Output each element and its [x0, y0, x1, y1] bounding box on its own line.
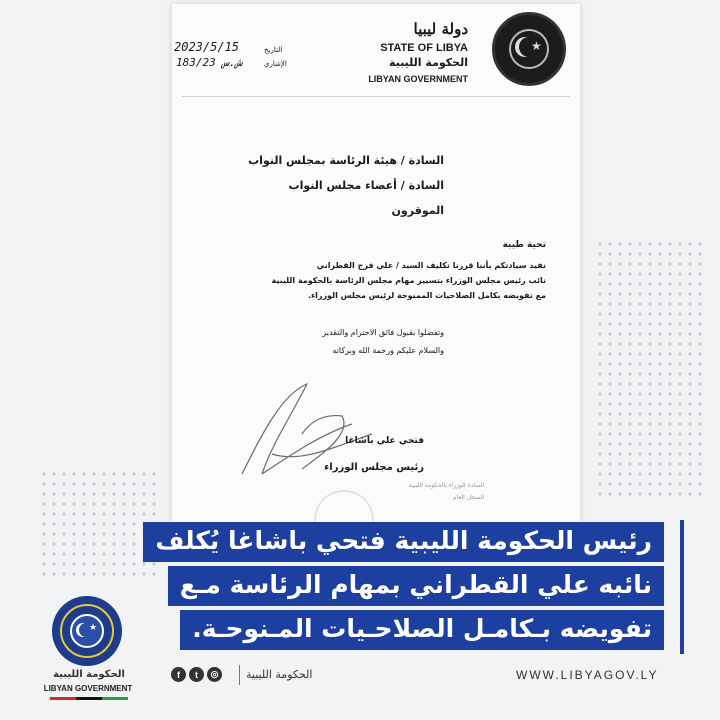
addressee-line: السادة / هيئة الرئاسة بمجلس النواب [248, 154, 444, 167]
greeting: تحية طيبة [502, 240, 546, 250]
body-line: نائب رئيس مجلس الوزراء بتسيير مهام مجلس الرئاسة بالحكومة الليبية [271, 276, 546, 285]
state-emblem-icon: ★ [492, 12, 566, 86]
flag-red [50, 697, 76, 700]
footer-logo-ar: الحكومة الليبية [53, 669, 125, 680]
body-line: نفيد سيادتكم بأننا قررنا تكليف السيد / علي فرج القطراني [316, 261, 546, 270]
footer-gov-name: الحكومة الليبية [246, 668, 313, 681]
flag-green [102, 697, 128, 700]
cc-line: السجل العام [452, 494, 484, 501]
closing-line: والسلام عليكم ورحمة الله وبركاته [332, 346, 444, 355]
letterhead-state-en: STATE OF LIBYA [380, 42, 468, 54]
reference-value: ش.س 183/23 [176, 56, 243, 69]
addressee-line: السادة / أعضاء مجلس النواب [288, 179, 444, 192]
headline [124, 508, 696, 656]
headline-line: رئيس الحكومة الليبية فتحي باشاغا يُكلف [143, 522, 664, 562]
letterhead-government-en: LIBYAN GOVERNMENT [368, 74, 468, 84]
instagram-icon[interactable]: ◎ [207, 667, 222, 682]
cc-line: السادة الوزراء بالحكومة الليبية [408, 482, 484, 489]
footer-logo-en: LIBYAN GOVERNMENT [43, 684, 133, 693]
signatory-name: فتحي علي باشاغا [345, 436, 424, 446]
twitter-icon[interactable]: t [189, 667, 204, 682]
headline-line: تفويضه بـكامـل الصلاحـيات المـنوحـة. [180, 610, 664, 650]
headline-accent-bar [680, 520, 684, 654]
letterhead-government-ar: الحكومة الليبية [389, 56, 468, 69]
headline-line: نائبه علي القطراني بمهام الرئاسة مـع [168, 566, 664, 606]
dot-pattern-right [596, 240, 706, 500]
date-value: 2023/5/15 [174, 40, 240, 54]
header-divider [182, 96, 570, 97]
flag-black [76, 697, 102, 700]
addressee-line: الموقرون [391, 204, 444, 217]
date-label: التاريخ [264, 46, 283, 54]
facebook-icon[interactable]: f [171, 667, 186, 682]
reference-label: الإشاري [264, 60, 287, 68]
body-line: مع تفويضه بكامل الصلاحيات الممنوحة لرئيس مجلس الوزراء. [307, 291, 546, 300]
official-letter [172, 4, 580, 524]
website-link[interactable]: WWW.LIBYAGOV.LY [516, 668, 659, 682]
social-links [171, 667, 222, 682]
signatory-title: رئيس مجلس الوزراء [324, 462, 424, 473]
closing-line: وتفضلوا بقبول فائق الاحترام والتقدير [322, 328, 444, 337]
footer-separator [239, 665, 240, 685]
flag-stripe [50, 697, 128, 700]
letterhead-state-ar: دولة ليبيا [413, 20, 468, 38]
government-logo-icon: ★ [52, 596, 122, 666]
